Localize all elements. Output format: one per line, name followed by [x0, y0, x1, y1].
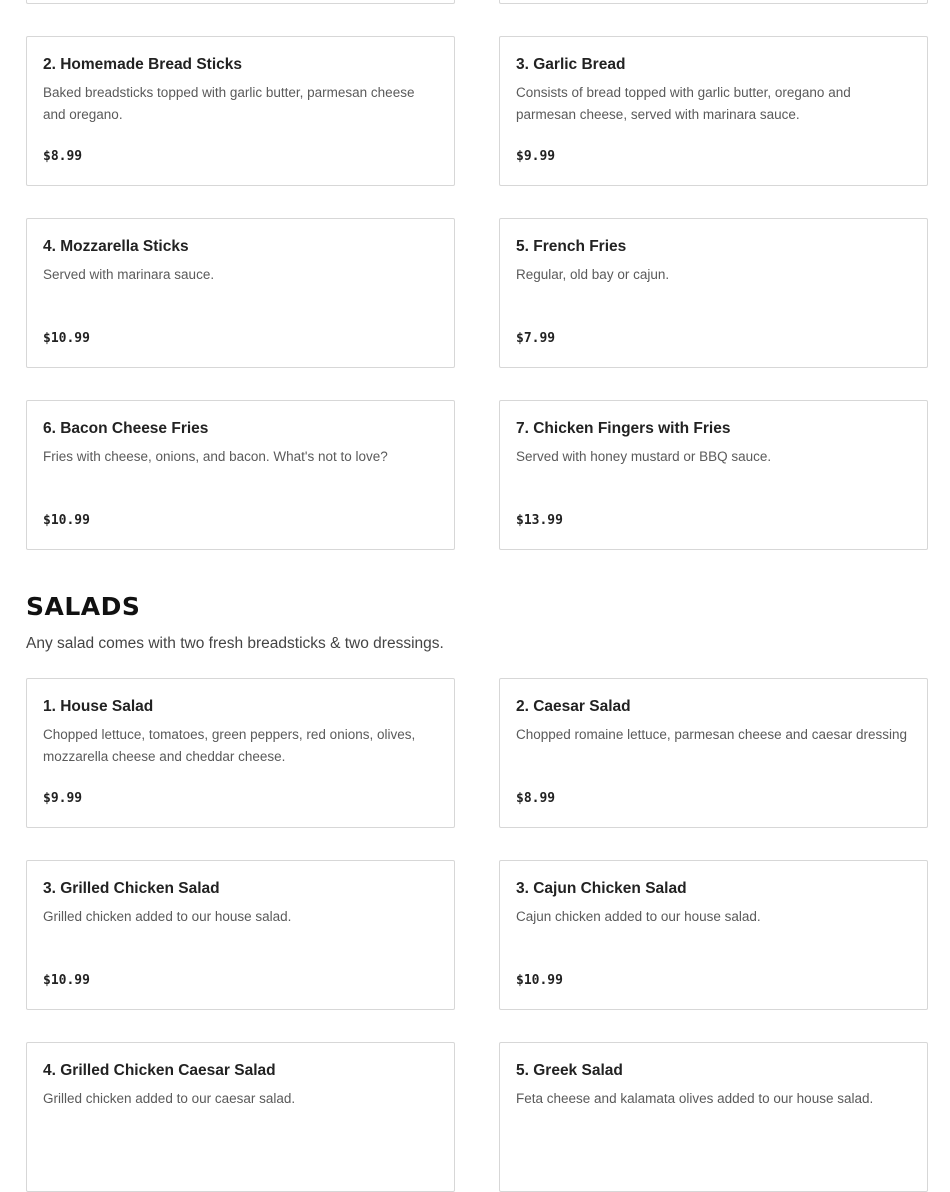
menu-item-card[interactable] — [26, 860, 455, 1010]
menu-item-title: 4. Grilled Chicken Caesar Salad — [43, 1062, 276, 1079]
menu-item-title: 6. Bacon Cheese Fries — [43, 420, 209, 437]
menu-item-title: 3. Garlic Bread — [516, 56, 626, 73]
menu-item-card[interactable] — [499, 400, 928, 550]
menu-item-price: $10.99 — [43, 513, 90, 528]
menu-item-description: Grilled chicken added to our house salad. — [43, 909, 292, 924]
menu-item-card-partial — [26, 0, 455, 4]
menu-item-description: Cajun chicken added to our house salad. — [516, 909, 761, 924]
section-subtitle: Any salad comes with two fresh breadsticks & two dressings. — [26, 635, 444, 652]
salads-grid — [26, 678, 928, 1192]
menu-item-price: $13.99 — [516, 513, 563, 528]
menu-item-price: $10.99 — [516, 973, 563, 988]
menu-item-title: 5. French Fries — [516, 238, 627, 255]
menu-item-title: 3. Grilled Chicken Salad — [43, 880, 220, 897]
menu-item-description: Chopped lettuce, tomatoes, green peppers, red onions, olives, mozzarella cheese and cheddar cheese. — [43, 727, 416, 764]
menu-item-description: Chopped romaine lettuce, parmesan cheese and caesar dressing — [516, 727, 907, 742]
menu-item-card[interactable] — [26, 218, 455, 368]
menu-item-price: $10.99 — [43, 973, 90, 988]
menu-item-title: 2. Caesar Salad — [516, 698, 631, 715]
menu-item-card[interactable] — [26, 400, 455, 550]
menu-item-title: 1. House Salad — [43, 698, 154, 715]
menu-item-title: 3. Cajun Chicken Salad — [516, 880, 687, 897]
menu-item-description: Served with honey mustard or BBQ sauce. — [516, 449, 772, 464]
menu-item-description: Regular, old bay or cajun. — [516, 267, 670, 282]
menu-item-price: $9.99 — [43, 791, 83, 806]
menu-item-description: Baked breadsticks topped with garlic butter, parmesan cheese and oregano. — [43, 85, 415, 122]
menu-item-title: 4. Mozzarella Sticks — [43, 238, 189, 255]
menu-item-price: $7.99 — [516, 331, 556, 346]
menu-item-card[interactable] — [26, 678, 455, 828]
menu-item-description: Served with marinara sauce. — [43, 267, 215, 282]
menu-item-card[interactable] — [499, 678, 928, 828]
menu-item-price: $8.99 — [43, 149, 83, 164]
menu-item-title: 7. Chicken Fingers with Fries — [516, 420, 731, 437]
menu-item-description: Fries with cheese, onions, and bacon. What's not to love? — [43, 449, 388, 464]
menu-item-price: $9.99 — [516, 149, 556, 164]
menu-item-price: $8.99 — [516, 791, 556, 806]
menu-item-card[interactable] — [499, 218, 928, 368]
menu-item-price: $10.99 — [43, 331, 90, 346]
menu-item-card[interactable] — [26, 1042, 455, 1192]
menu-item-description: Consists of bread topped with garlic butter, oregano and parmesan cheese, served with marinara sauce. — [516, 85, 851, 122]
appetizers-grid — [26, 36, 928, 550]
menu-item-title: 2. Homemade Bread Sticks — [43, 56, 243, 73]
menu-item-card[interactable] — [499, 860, 928, 1010]
menu-item-description: Feta cheese and kalamata olives added to our house salad. — [516, 1091, 874, 1106]
menu-item-title: 5. Greek Salad — [516, 1062, 623, 1079]
salads-section-header — [26, 592, 928, 654]
menu-item-card-partial — [499, 0, 928, 4]
menu-item-card[interactable] — [26, 36, 455, 186]
menu-item-card[interactable] — [499, 36, 928, 186]
section-title: SALADS — [26, 592, 141, 621]
menu-item-description: Grilled chicken added to our caesar salad. — [43, 1091, 296, 1106]
menu-item-card[interactable] — [499, 1042, 928, 1192]
